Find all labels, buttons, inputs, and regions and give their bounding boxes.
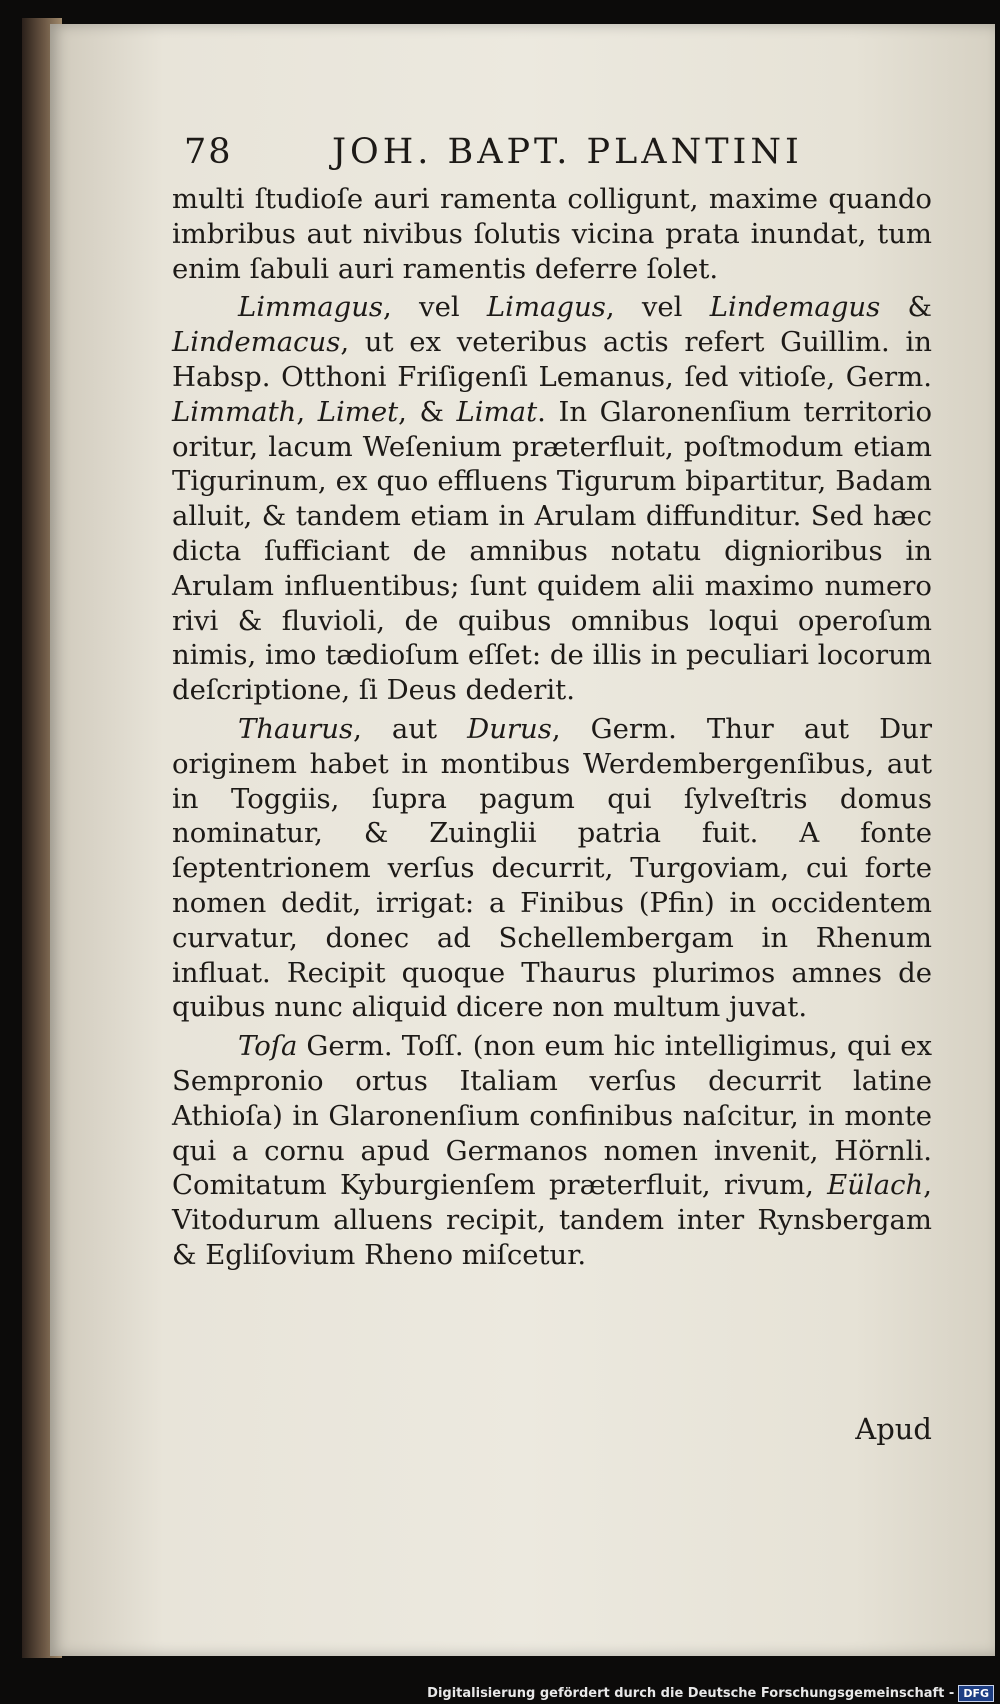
paragraph-tosa — [172, 1029, 932, 1273]
river-name: Durus — [467, 712, 552, 745]
river-name: Lindemacus — [172, 326, 341, 359]
digitization-credit — [427, 1682, 994, 1704]
river-name: Limat — [456, 395, 538, 428]
text-run: , Vitodurum alluens recipit, tandem inter Rynsbergam & Egliſovium Rheno miſcetur. — [172, 1169, 932, 1271]
river-name: Limagus — [486, 291, 606, 324]
text-run: , vel — [383, 291, 487, 324]
river-name: Limmagus — [238, 291, 384, 324]
page-number: 78 — [184, 132, 233, 172]
text-run: , vel — [605, 291, 710, 324]
paragraph-continuation: multi ſtudioſe auri ramenta colligunt, maxime quando imbribus aut nivibus ſolutis vicina prata inundat, tum enim ſabuli auri ramentis deferre ſolet. — [172, 183, 932, 285]
river-name: Limet — [317, 395, 399, 428]
river-name: Eülach — [827, 1169, 924, 1202]
text-run: Germ. Toſſ. (non eum hic intelligimus, qui ex Sempronio ortus Italiam verſus decurrit latine Athioſa) in Glaronenſium confinibus naſcitur, in monte qui a cornu apud Germanos nomen invenit, Hörnli. Comitatum Kyburgienſem præterfluit, rivum, — [172, 1030, 932, 1202]
dfg-logo: DFG — [958, 1685, 994, 1702]
text-run: , ut ex veteribus actis refert Guillim. in Habsp. Otthoni Friſigenſi Lemanus, ſed vitioſe, Germ. — [172, 326, 932, 393]
text-run: , — [296, 395, 318, 428]
text-run: . In Glaronenſium territorio oritur, lacum Weſenium præterfluit, poſtmodum etiam Tigurinum, ex quo effluens Tigurum bipartitur, Badam alluit, & tandem etiam in Arulam diffunditur. Sed hæc dicta ſufficiant de amnibus notatu dignioribus in Arulam influentibus; ſunt quidem alii maximo numero rivi & fluvioli, de quibus omnibus loqui operoſum nimis, imo tædioſum eſſet: de illis in peculiari locorum deſcriptione, ſi Deus dederit. — [172, 395, 933, 707]
text-run: & — [880, 291, 932, 324]
river-name: Lindemagus — [709, 291, 881, 324]
page-text-block — [172, 132, 933, 1446]
text-run: , & — [398, 395, 457, 428]
paragraph-limmagus — [172, 290, 932, 708]
running-head — [172, 132, 932, 182]
credit-text: Digitalisierung gefördert durch die Deutsche Forschungsgemeinschaft - — [427, 1685, 955, 1701]
river-name: Toſa — [238, 1030, 298, 1063]
text-run: , aut — [353, 712, 468, 745]
paragraph-thaurus — [172, 712, 932, 1025]
catchword: Apud — [855, 1412, 932, 1446]
text-run: , Germ. Thur aut Dur originem habet in montibus Werdembergenſibus, aut in Toggiis, ſupra pagum qui ſylveſtris domus nominatur, & Zuinglii patria fuit. A fonte ſeptentrionem verſus decurrit, Turgoviam, cui forte nomen dedit, irrigat: a Finibus (Pfin) in occidentem curvatur, donec ad Schellembergam in Rhenum influat. Recipit quoque Thaurus plurimos amnes de quibus nunc aliquid dicere non multum juvat. — [172, 712, 932, 1024]
river-name: Limmath — [172, 395, 297, 428]
running-title: JOH. BAPT. PLANTINI — [332, 132, 803, 172]
river-name: Thaurus — [238, 712, 354, 745]
